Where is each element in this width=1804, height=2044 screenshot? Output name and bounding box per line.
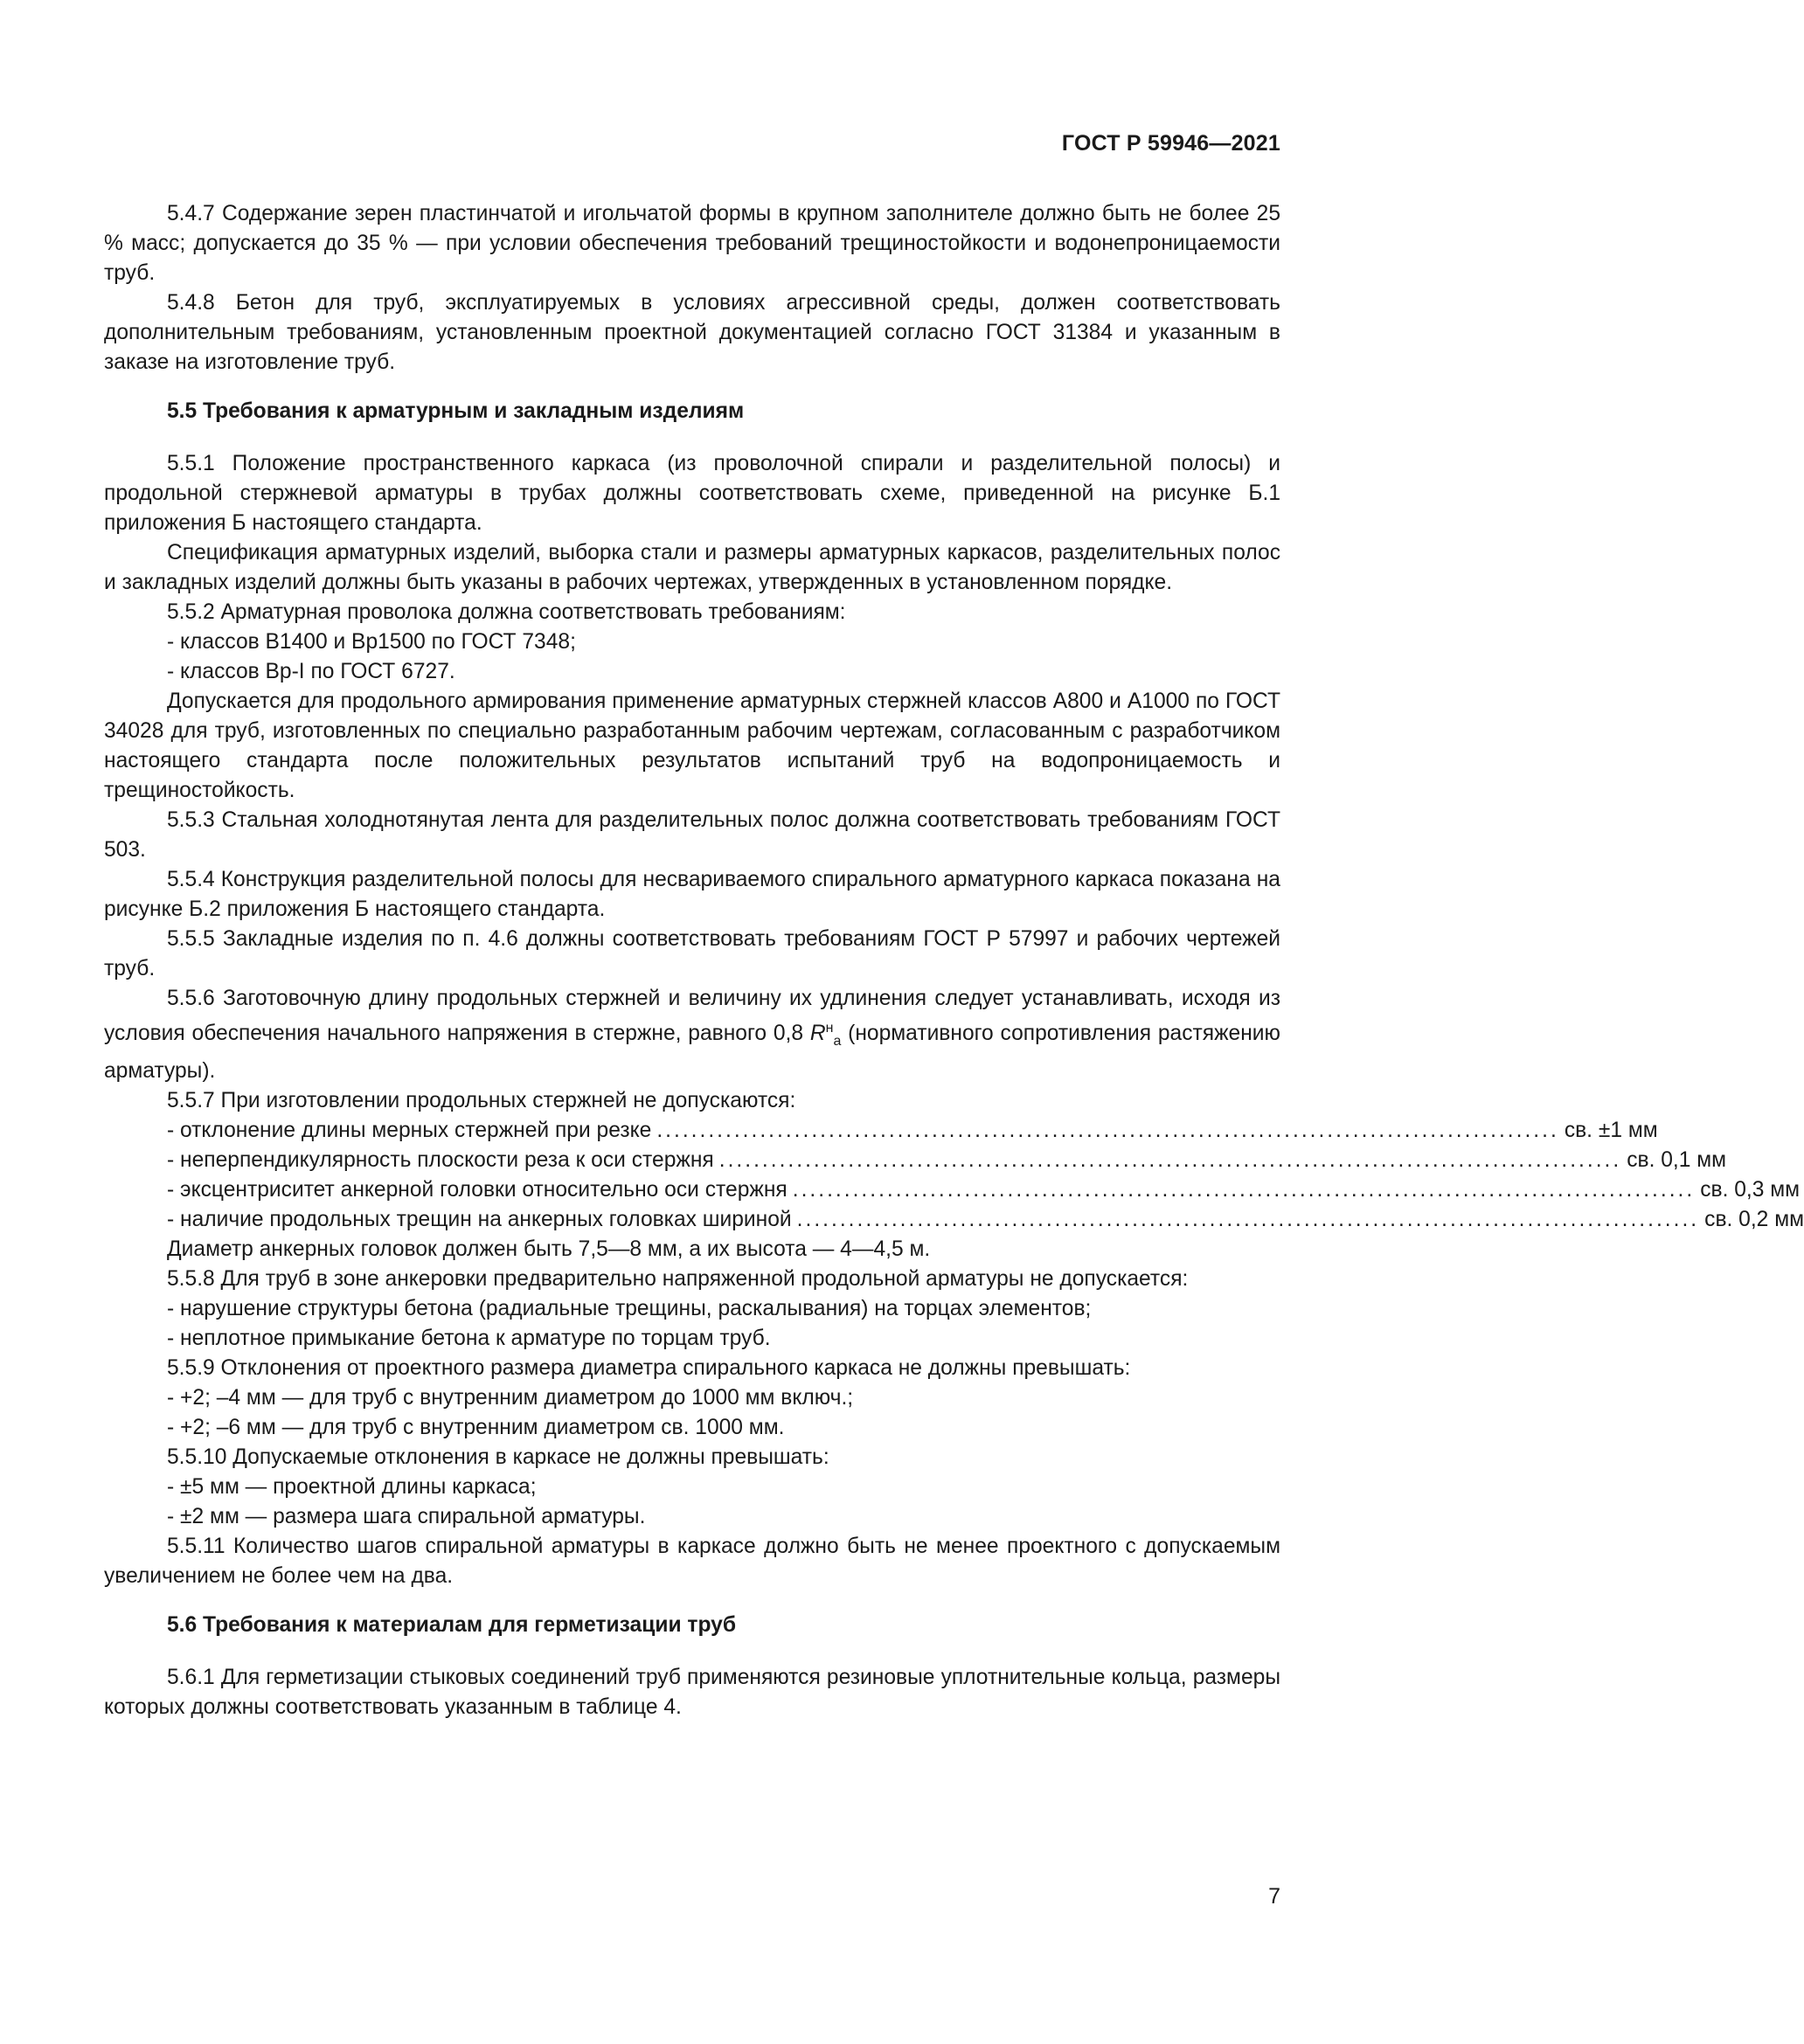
list-item: - +2; –6 мм — для труб с внутренним диаметром св. 1000 мм. <box>167 1416 785 1440</box>
paragraph-5-5-7: 5.5.7 При изготовлении продольных стержней не допускаются: <box>167 1089 796 1113</box>
paragraph-5-5-1: 5.5.1 Положение пространственного каркаса (из проволочной спирали и разделительной полосы) и продольной стержневой арматуры в трубах должны соответствовать схеме, приведенной на рисунке Б.1 приложения Б настоящего стандарта. <box>104 452 1280 535</box>
tolerance-row <box>104 1205 1804 1235</box>
tolerance-row <box>104 1175 1801 1205</box>
paragraph-5-5-4: 5.5.4 Конструкция разделительной полосы для несвариваемого спирального арматурного каркаса показана на рисунке Б.2 приложения Б настоящего стандарта. <box>104 868 1280 921</box>
tolerance-value: св. ±1 мм <box>1564 1119 1658 1143</box>
list-item: - нарушение структуры бетона (радиальные трещины, раскалывания) на торцах элементов; <box>167 1297 1092 1321</box>
tolerance-label: - эксцентриситет анкерной головки относительно оси стержня <box>167 1178 788 1202</box>
dot-leader: ......................................................................................................... <box>718 1148 1622 1173</box>
tolerance-value: св. 0,1 мм <box>1627 1148 1727 1173</box>
tolerance-label: - наличие продольных трещин на анкерных головках шириной <box>167 1208 792 1232</box>
paragraph-5-5-5: 5.5.5 Закладные изделия по п. 4.6 должны соответствовать требованиям ГОСТ Р 57997 и рабочих чертежей труб. <box>104 927 1280 980</box>
paragraph-5-5-1-spec: Спецификация арматурных изделий, выборка стали и размеры арматурных каркасов, разделительных полос и закладных изделий должны быть указаны в рабочих чертежах, утвержденных в установленном порядке. <box>104 541 1280 594</box>
paragraph-5-4-7: 5.4.7 Содержание зерен пластинчатой и игольчатой формы в крупном заполнителе должно быть не более 25 % масс; допускается до 35 % — при условии обеспечения требований трещиностойкости и водонепроницаемости труб. <box>104 202 1280 285</box>
paragraph-5-5-8: 5.5.8 Для труб в зоне анкеровки предварительно напряженной продольной арматуры не допускается: <box>167 1267 1189 1292</box>
paragraph-5-5-6 <box>104 984 1280 1086</box>
dot-leader: ......................................................................................................... <box>792 1178 1696 1202</box>
paragraph-5-5-2-allowance: Допускается для продольного армирования применение арматурных стержней классов А800 и А1000 по ГОСТ 34028 для труб, изготовленных по специально разработанным рабочим чертежам, согласованным с разработчиком настоящего стандарта после положительных результатов испытаний труб на водопроницаемость и трещиностойкость. <box>104 689 1280 802</box>
list-item: - ±5 мм — проектной длины каркаса; <box>167 1475 537 1500</box>
dot-leader: ......................................................................................................... <box>796 1208 1700 1232</box>
paragraph-anchor-diameter: Диаметр анкерных головок должен быть 7,5—8 мм, а их высота — 4—4,5 м. <box>167 1237 931 1262</box>
list-item: - классов В1400 и Вр1500 по ГОСТ 7348; <box>167 630 576 654</box>
list-item: - классов Вр-I по ГОСТ 6727. <box>167 660 455 683</box>
paragraph-text: (нормативного сопротивления растяжению арматуры). <box>104 1022 1280 1084</box>
formula-superscript: н <box>825 1021 834 1036</box>
tolerance-row <box>104 1146 1727 1175</box>
tolerance-label: - неперпендикулярность плоскости реза к оси стержня <box>167 1148 714 1173</box>
paragraph-text: 5.5.6 Заготовочную длину продольных стержней и величину их удлинения следует устанавливать, исходя из условия обеспечения начального напряжения в стержне, равного 0,8 <box>104 987 1280 1046</box>
paragraph-5-5-9: 5.5.9 Отклонения от проектного размера диаметра спирального каркаса не должны превышать: <box>167 1356 1131 1381</box>
paragraph-5-6-1: 5.6.1 Для герметизации стыковых соединений труб применяются резиновые уплотнительные кольца, размеры которых должны соответствовать указанным в таблице 4. <box>104 1666 1280 1720</box>
paragraph-5-5-2: 5.5.2 Арматурная проволока должна соответствовать требованиям: <box>167 600 846 624</box>
document-code-header: ГОСТ Р 59946—2021 <box>1061 131 1280 156</box>
paragraph-5-5-3: 5.5.3 Стальная холоднотянутая лента для разделительных полос должна соответствовать требованиям ГОСТ 503. <box>104 808 1280 862</box>
paragraph-5-4-8: 5.4.8 Бетон для труб, эксплуатируемых в условиях агрессивной среды, должен соответствовать дополнительным требованиям, установленным проектной документацией согласно ГОСТ 31384 и указанным в заказе на изготовление труб. <box>104 291 1280 374</box>
list-item: - +2; –4 мм — для труб с внутренним диаметром до 1000 мм включ.; <box>167 1386 854 1410</box>
formula-subscript: а <box>833 1034 842 1050</box>
list-item: - неплотное примыкание бетона к арматуре по торцам труб. <box>167 1327 771 1351</box>
tolerance-value: св. 0,3 мм <box>1700 1178 1801 1202</box>
paragraph-5-5-11: 5.5.11 Количество шагов спиральной арматуры в каркасе должно быть не менее проектного с допускаемым увеличением не более чем на два. <box>104 1535 1280 1589</box>
tolerance-label: - отклонение длины мерных стержней при резке <box>167 1119 652 1143</box>
page-number: 7 <box>1268 1884 1280 1909</box>
section-heading-5-5: 5.5 Требования к арматурным и закладным изделиям <box>167 399 745 423</box>
page-body <box>104 199 1804 1722</box>
tolerance-row <box>104 1116 1658 1146</box>
section-heading-5-6: 5.6 Требования к материалам для герметизации труб <box>167 1613 737 1638</box>
tolerance-value: св. 0,2 мм <box>1704 1208 1804 1232</box>
list-item: - ±2 мм — размера шага спиральной арматуры. <box>167 1505 646 1529</box>
dot-leader: ......................................................................................................... <box>656 1119 1559 1143</box>
paragraph-5-5-10: 5.5.10 Допускаемые отклонения в каркасе не должны превышать: <box>167 1445 829 1470</box>
formula-symbol: R <box>809 1022 826 1046</box>
